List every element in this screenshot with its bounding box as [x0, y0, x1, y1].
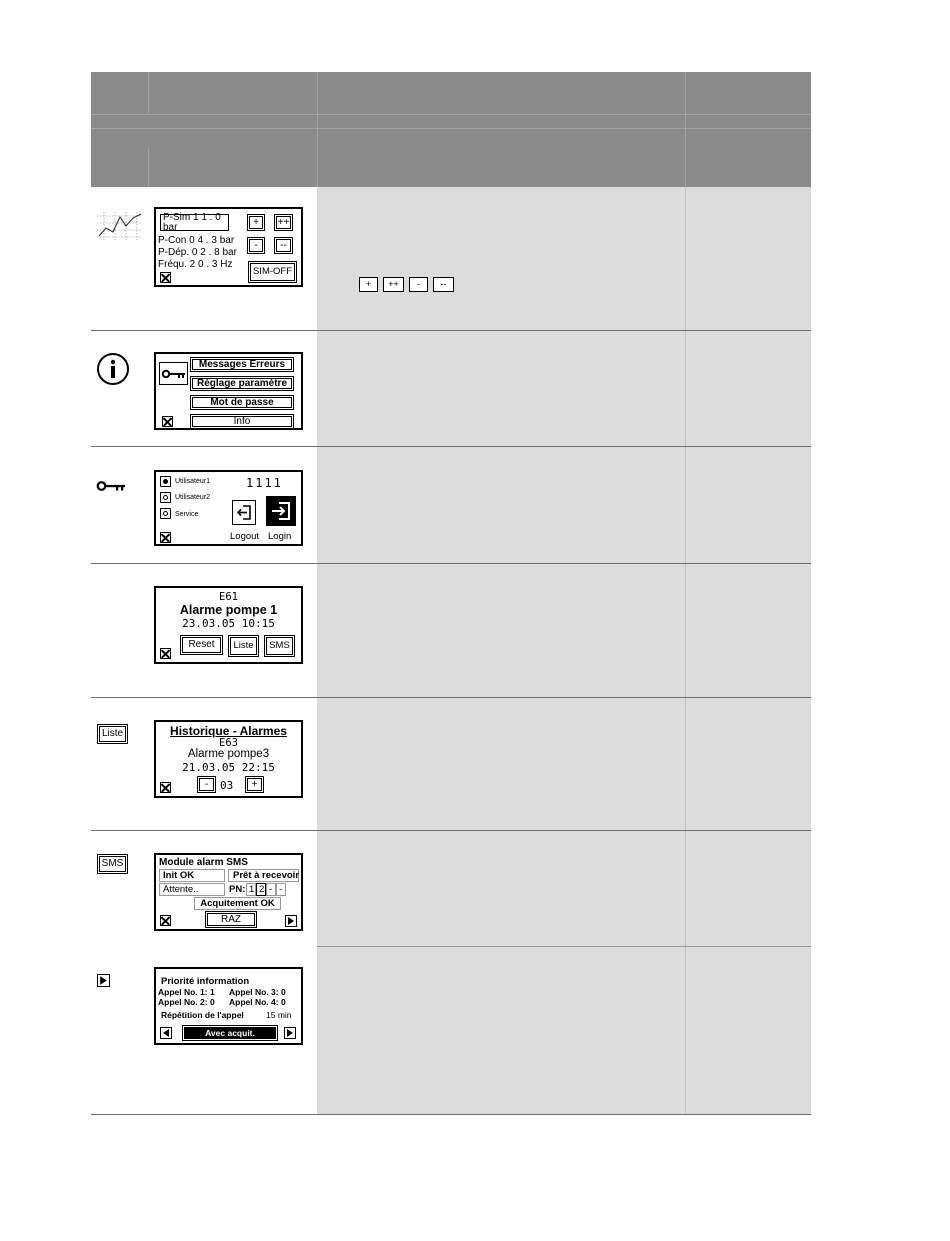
logout-icon: [236, 504, 252, 521]
pn-digit-2[interactable]: 2: [256, 883, 266, 896]
liste-icon: Liste: [97, 724, 128, 744]
key-button[interactable]: [159, 362, 188, 385]
init-status-field: Init OK: [159, 869, 225, 882]
appel-2: Appel No. 2: 0: [158, 997, 215, 1007]
pn-digit-4[interactable]: -: [276, 883, 286, 896]
info-icon: [96, 352, 130, 386]
history-datetime: 21.03.05 22:15: [182, 761, 275, 774]
close-icon[interactable]: [160, 915, 171, 926]
minus-button[interactable]: -: [247, 237, 265, 254]
sms-button[interactable]: SMS: [264, 635, 295, 657]
service-label: Service: [175, 511, 199, 518]
pdep-value: P-Dép. 0 2 . 8 bar: [158, 247, 237, 258]
priority-screen: [154, 967, 303, 1045]
sms-icon: SMS: [97, 854, 128, 874]
header-divider: [91, 114, 811, 115]
reset-button[interactable]: Reset: [180, 635, 223, 655]
column-divider: [685, 187, 686, 1114]
pn-digit-1[interactable]: 1: [246, 883, 256, 896]
row-divider: [91, 330, 811, 331]
pn-digit-3[interactable]: -: [266, 883, 276, 896]
psim-field: P-Sim 1 1 . 0 bar: [160, 214, 229, 231]
frequ-value: Fréqu. 2 0 . 3 Hz: [158, 259, 233, 270]
arrow-right-icon: [97, 974, 110, 987]
next-page-button[interactable]: [285, 915, 297, 927]
row-divider: [317, 946, 811, 947]
row-divider: [91, 697, 811, 698]
appel-1: Appel No. 1: 1: [158, 987, 215, 997]
plus-button-legend: +: [359, 277, 378, 292]
previous-alarm-button[interactable]: -: [197, 776, 216, 793]
plus-plus-button[interactable]: ++: [274, 214, 293, 231]
alarm-datetime: 23.03.05 10:15: [182, 617, 275, 630]
alarm-history-screen: [154, 720, 303, 798]
login-label: Login: [268, 531, 292, 542]
table-header: [91, 72, 811, 187]
pcon-value: P-Con 0 4 . 3 bar: [158, 235, 235, 246]
close-icon[interactable]: [160, 272, 171, 283]
simulation-screen: [154, 207, 303, 287]
mot-de-passe-button[interactable]: Mot de passe: [190, 395, 294, 410]
appel-4: Appel No. 4: 0: [229, 997, 286, 1007]
messages-erreurs-button[interactable]: Messages Erreurs: [190, 357, 294, 372]
arrow-right-icon: [286, 916, 296, 926]
ready-status-field: Prêt à recevoir: [228, 869, 299, 882]
minus-button-legend: -: [409, 277, 428, 292]
plus-plus-button-legend: ++: [383, 277, 404, 292]
header-divider: [685, 72, 686, 187]
login-icon: [270, 500, 292, 522]
info-button[interactable]: Info: [190, 414, 294, 429]
pn-label: PN:: [229, 884, 246, 895]
login-screen: [154, 470, 303, 546]
login-button[interactable]: [266, 496, 296, 526]
history-index: 03: [220, 779, 234, 792]
history-title: Historique - Alarmes: [170, 724, 287, 738]
sms-module-screen: [154, 853, 303, 931]
utilisateur1-label: Utilisateur1: [175, 478, 211, 485]
header-divider: [148, 148, 149, 187]
priority-title: Priorité information: [161, 976, 250, 987]
row-divider: [91, 563, 811, 564]
arrow-right-icon: [285, 1028, 295, 1038]
radio-utilisateur1[interactable]: [160, 476, 171, 487]
plus-button[interactable]: +: [247, 214, 265, 231]
header-divider: [91, 128, 811, 129]
logout-button[interactable]: [232, 500, 256, 525]
row-divider: [91, 830, 811, 831]
repetition-minutes: 15 min: [266, 1010, 292, 1020]
close-icon[interactable]: [160, 782, 171, 793]
history-alarm-title: Alarme pompe3: [187, 748, 270, 760]
previous-option-button[interactable]: [160, 1027, 172, 1039]
header-divider: [148, 72, 149, 114]
radio-service[interactable]: [160, 508, 171, 519]
close-icon[interactable]: [162, 416, 173, 427]
minus-minus-button[interactable]: --: [274, 237, 293, 254]
close-icon[interactable]: [160, 532, 171, 543]
row-divider: [91, 446, 811, 447]
next-alarm-button[interactable]: +: [245, 776, 264, 793]
key-icon: [96, 480, 126, 492]
logout-label: Logout: [230, 531, 260, 542]
mode-selector[interactable]: Avec acquit.: [182, 1025, 278, 1041]
sms-module-title: Module alarm SMS: [159, 857, 248, 868]
acknowledge-status-field: Acquitement OK: [194, 897, 281, 910]
key-icon: [161, 369, 186, 379]
main-menu-screen: [154, 352, 303, 430]
utilisateur2-label: Utilisateur2: [175, 494, 211, 501]
description-column: [317, 187, 811, 1114]
sim-off-button[interactable]: SIM-OFF: [248, 261, 297, 283]
waiting-status-field: Attente..: [159, 883, 225, 896]
arrow-left-icon: [161, 1028, 171, 1038]
chart-icon: [97, 212, 142, 240]
raz-button[interactable]: RAZ: [205, 911, 257, 928]
radio-utilisateur2[interactable]: [160, 492, 171, 503]
alarm-code: E61: [219, 591, 238, 603]
next-option-button[interactable]: [284, 1027, 296, 1039]
header-divider: [317, 72, 318, 187]
repetition-label: Répétition de l'appel: [161, 1010, 244, 1020]
minus-minus-button-legend: --: [433, 277, 454, 292]
reglage-parametre-button[interactable]: Réglage paramètre: [190, 376, 294, 391]
row-divider: [91, 1114, 811, 1115]
history-alarm-code: E63: [219, 737, 238, 749]
password-code: 1111: [246, 476, 283, 490]
alarm-screen: [154, 586, 303, 664]
appel-3: Appel No. 3: 0: [229, 987, 286, 997]
close-icon[interactable]: [160, 648, 171, 659]
liste-button[interactable]: Liste: [228, 635, 259, 657]
alarm-title: Alarme pompe 1: [179, 603, 278, 617]
